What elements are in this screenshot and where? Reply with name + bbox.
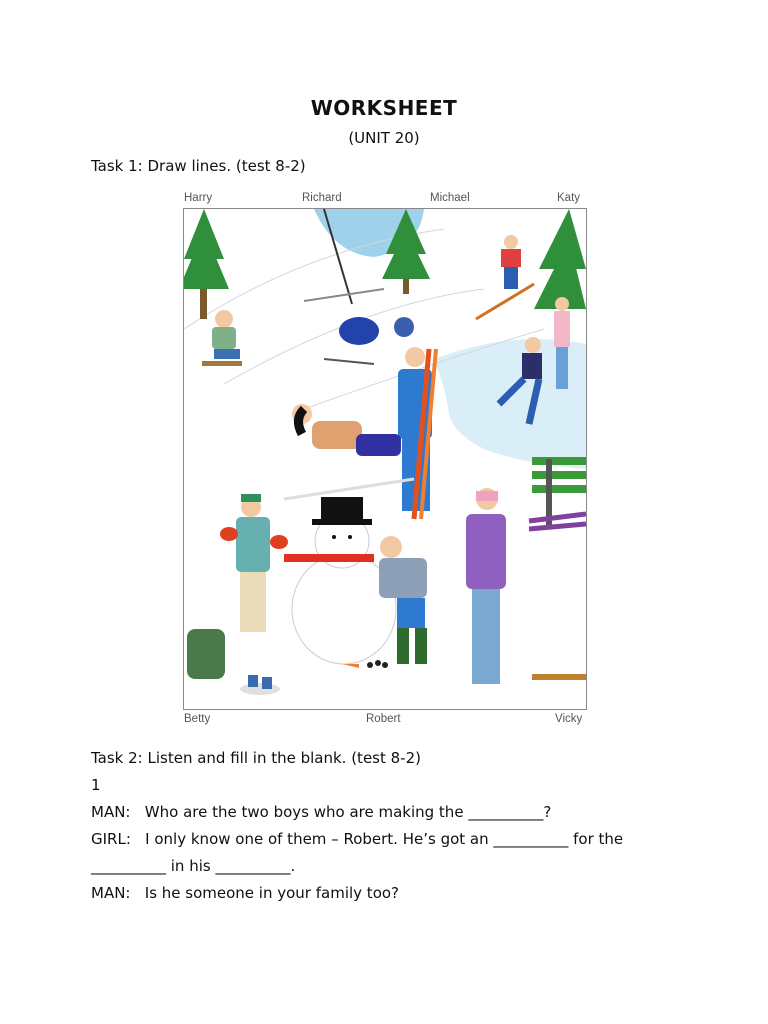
unit-subtitle: (UNIT 20) bbox=[348, 129, 420, 147]
name-label-michael: Michael bbox=[430, 192, 470, 204]
winter-scene-illustration bbox=[183, 208, 587, 710]
dialogue-line-man-1: MAN: Who are the two boys who are making the __________? bbox=[91, 803, 552, 821]
name-label-katy: Katy bbox=[557, 192, 581, 204]
name-label-richard: Richard bbox=[302, 192, 342, 204]
task1-heading: Task 1: Draw lines. (test 8-2) bbox=[91, 157, 306, 175]
name-label-robert: Robert bbox=[366, 713, 401, 725]
backpack bbox=[187, 629, 225, 679]
dialogue-line-continuation: __________ in his __________. bbox=[91, 857, 296, 875]
name-label-harry: Harry bbox=[184, 192, 213, 204]
dialogue-line-girl-1: GIRL: I only know one of them – Robert. He’s got an __________ for the bbox=[91, 830, 624, 848]
task2-heading: Task 2: Listen and fill in the blank. (test 8-2) bbox=[91, 749, 421, 767]
worksheet-title: WORKSHEET bbox=[310, 96, 458, 120]
dialogue-line-man-2: MAN: Is he someone in your family too? bbox=[91, 884, 400, 902]
question-number: 1 bbox=[91, 776, 101, 794]
name-label-vicky: Vicky bbox=[555, 713, 583, 725]
name-label-betty: Betty bbox=[184, 713, 211, 725]
